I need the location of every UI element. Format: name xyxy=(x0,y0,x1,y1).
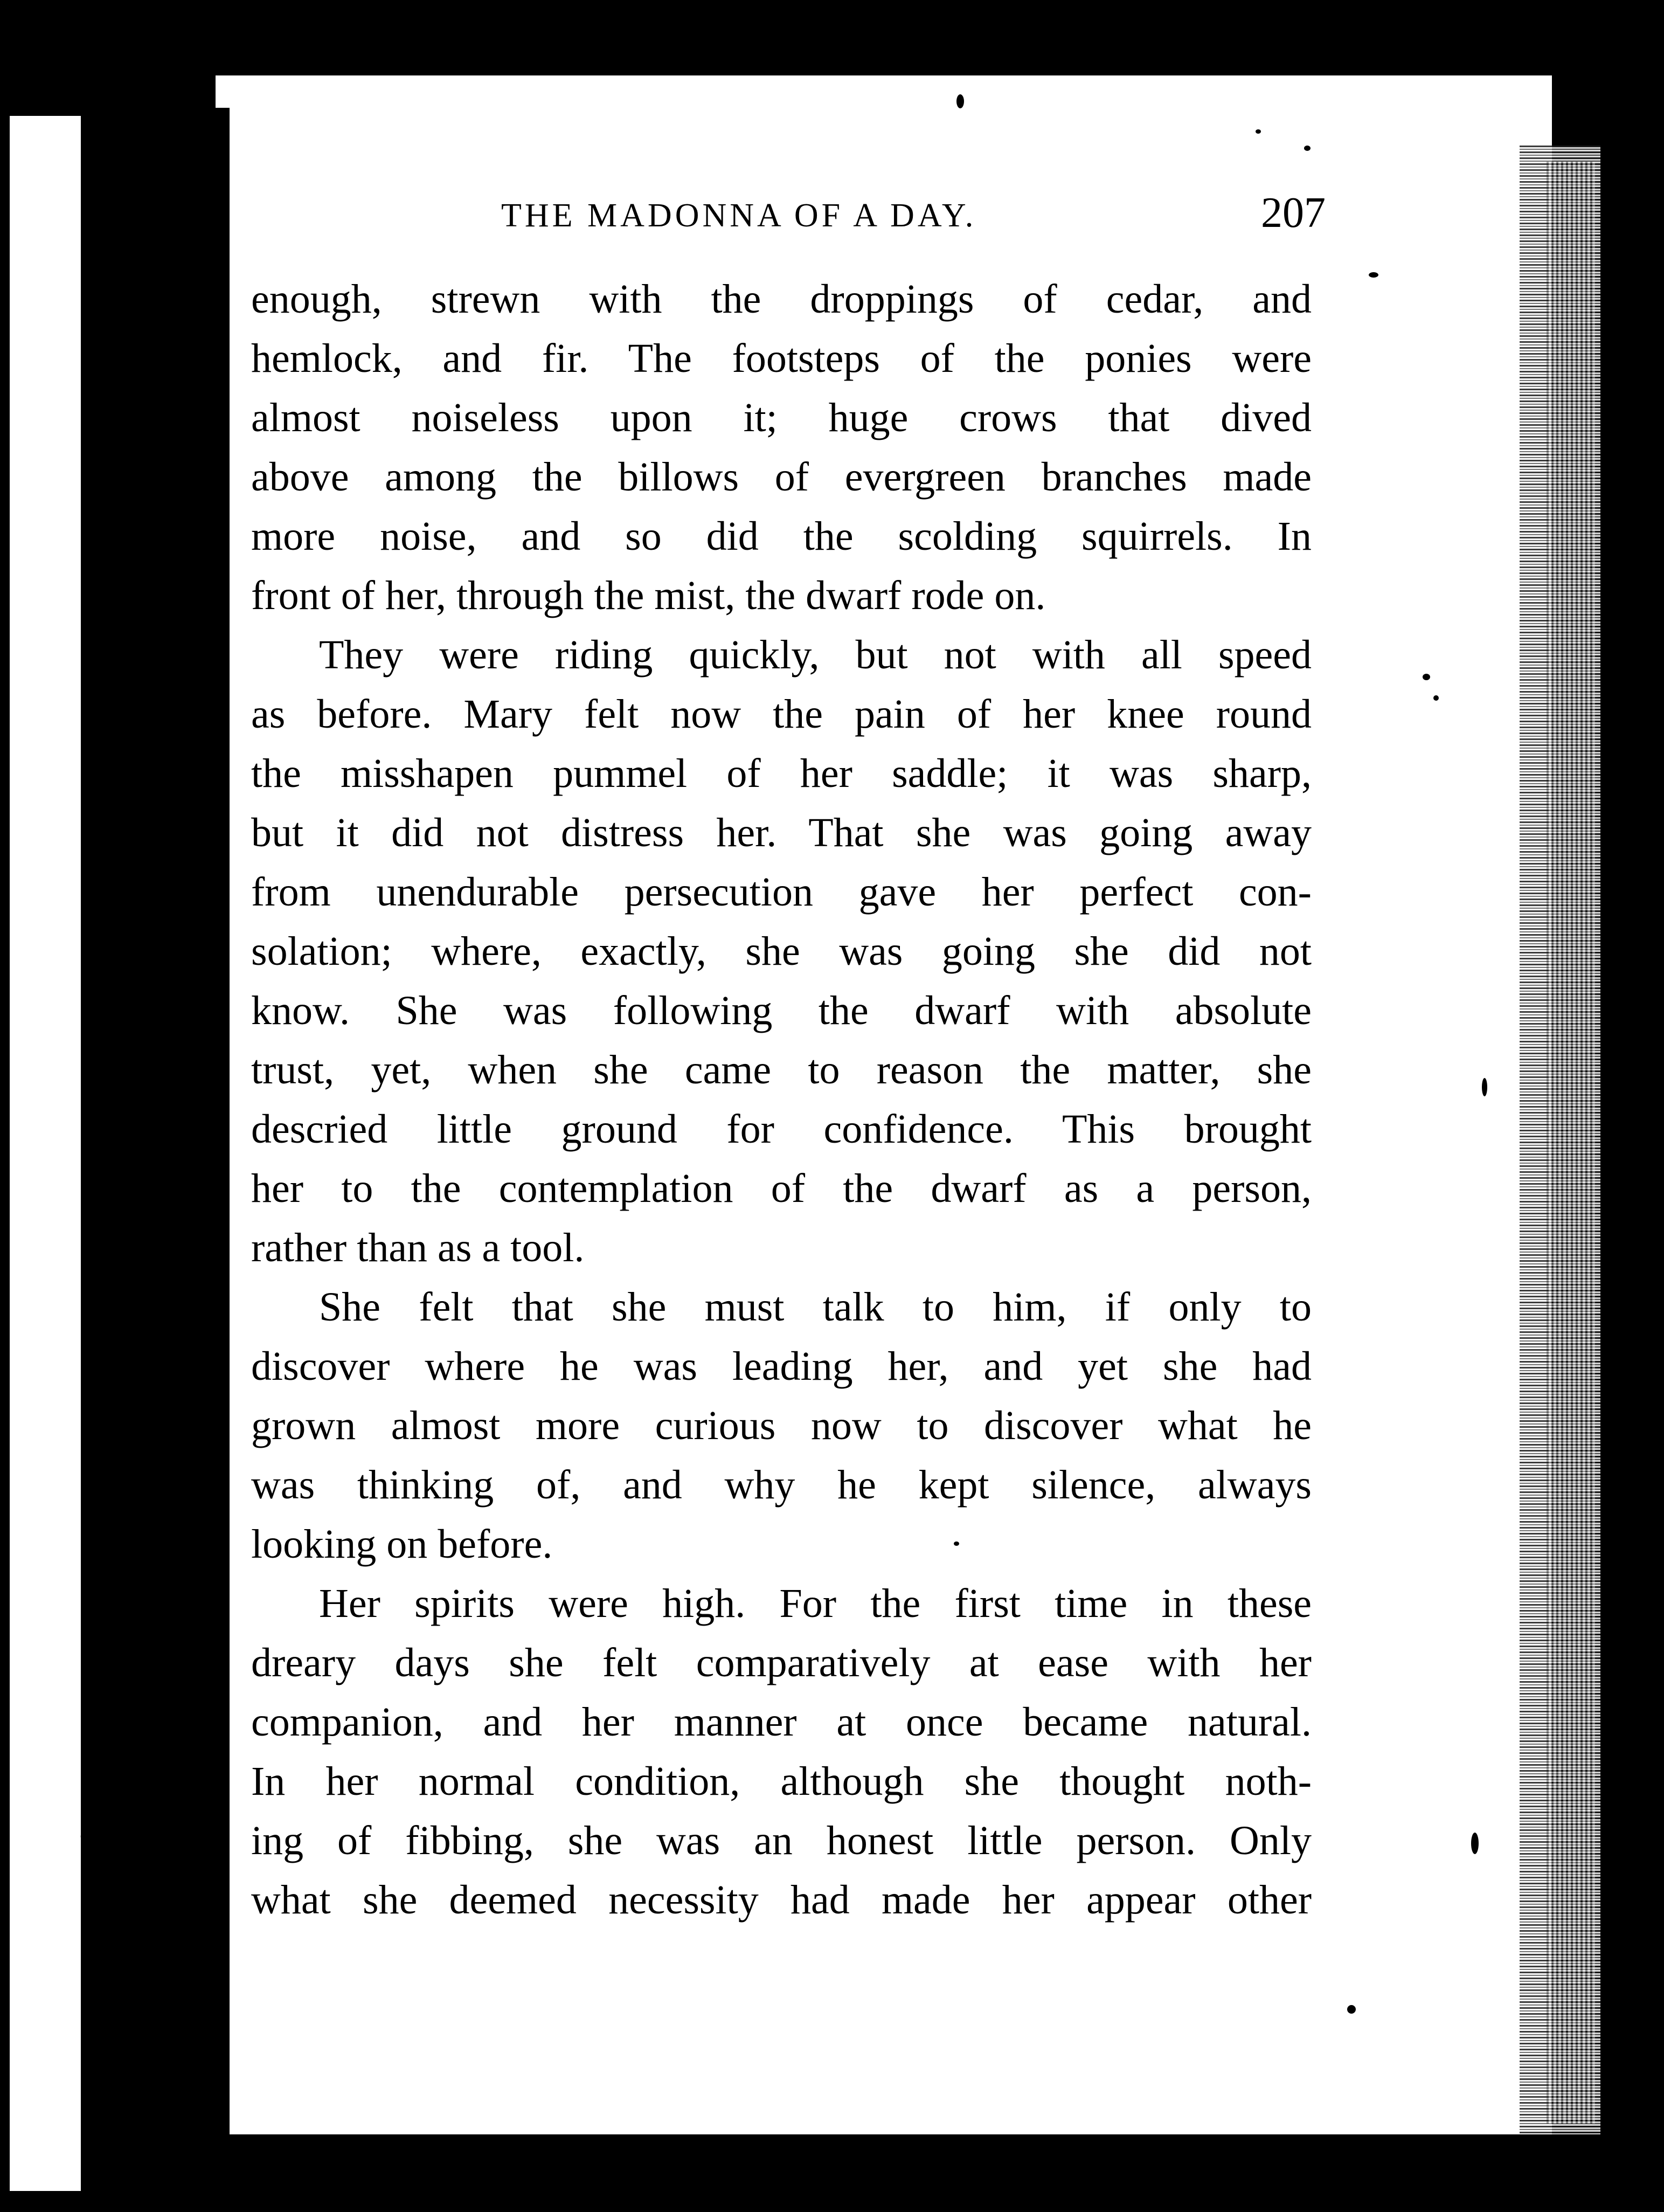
text-line: more noise, and so did the scolding squirrels. In xyxy=(251,514,1312,559)
text-line: hemlock, and fir. The footsteps of the ponies were xyxy=(251,336,1312,381)
scan-speck xyxy=(194,1159,226,1165)
text-line: dreary days she felt comparatively at ease with her xyxy=(251,1640,1312,1685)
scan-speck xyxy=(1482,1078,1487,1096)
text-line: know. She was following the dwarf with absolute xyxy=(251,988,1312,1033)
running-title: THE MADONNA OF A DAY. xyxy=(501,197,977,234)
text-line: descried little ground for confidence. This brought xyxy=(251,1107,1312,1152)
scan-speck xyxy=(1433,695,1439,701)
page-edge-noise-overlay xyxy=(1547,162,1595,2124)
body-text xyxy=(251,269,1312,1930)
scan-speck xyxy=(1423,674,1430,680)
text-line: She felt that she must talk to him, if only to xyxy=(319,1284,1312,1330)
running-header xyxy=(501,186,1326,251)
text-line: the misshapen pummel of her saddle; it was sharp, xyxy=(251,751,1312,796)
text-line: enough, strewn with the droppings of cedar, and xyxy=(251,276,1312,322)
scan-speck xyxy=(1256,129,1261,134)
text-line: from unendurable persecution gave her perfect con- xyxy=(251,869,1312,915)
text-line: discover where he was leading her, and yet she had xyxy=(251,1344,1312,1389)
inner-margin-shadow xyxy=(216,108,230,2134)
text-line: as before. Mary felt now the pain of her knee round xyxy=(251,692,1312,737)
scan-speck xyxy=(1304,146,1311,151)
text-line: grown almost more curious now to discover what he xyxy=(251,1403,1312,1448)
text-line: rather than as a tool. xyxy=(251,1225,585,1270)
text-line: solation; where, exactly, she was going she did not xyxy=(251,929,1312,974)
scan-speck xyxy=(1369,272,1378,278)
text-line: ing of fibbing, she was an honest little person. Only xyxy=(251,1818,1312,1863)
text-line: almost noiseless upon it; huge crows that dived xyxy=(251,395,1312,440)
page-number: 207 xyxy=(1261,189,1326,237)
text-line: her to the contemplation of the dwarf as a person, xyxy=(251,1166,1312,1211)
scan-speck xyxy=(956,94,964,108)
scan-speck xyxy=(1471,1833,1479,1854)
text-line: front of her, through the mist, the dwarf rode on. xyxy=(251,573,1046,618)
text-line: They were riding quickly, but not with all speed xyxy=(319,632,1312,678)
text-line: but it did not distress her. That she was going away xyxy=(251,810,1312,855)
book-gutter xyxy=(81,92,221,2194)
scan-speck xyxy=(954,1542,959,1546)
scan-speck xyxy=(221,1940,230,1949)
text-line: was thinking of, and why he kept silence, always xyxy=(251,1462,1312,1508)
scan-speck xyxy=(1347,2005,1356,2014)
scan-speck xyxy=(189,1197,210,1202)
text-line: what she deemed necessity had made her appear other xyxy=(251,1877,1312,1923)
text-line: companion, and her manner at once became natural. xyxy=(251,1699,1312,1745)
text-line: looking on before. xyxy=(251,1522,553,1567)
text-line: above among the billows of evergreen branches made xyxy=(251,454,1312,500)
text-line: Her spirits were high. For the first time in these xyxy=(319,1581,1312,1626)
text-line: trust, yet, when she came to reason the matter, she xyxy=(251,1047,1312,1093)
text-line: In her normal condition, although she thought noth- xyxy=(251,1759,1312,1804)
